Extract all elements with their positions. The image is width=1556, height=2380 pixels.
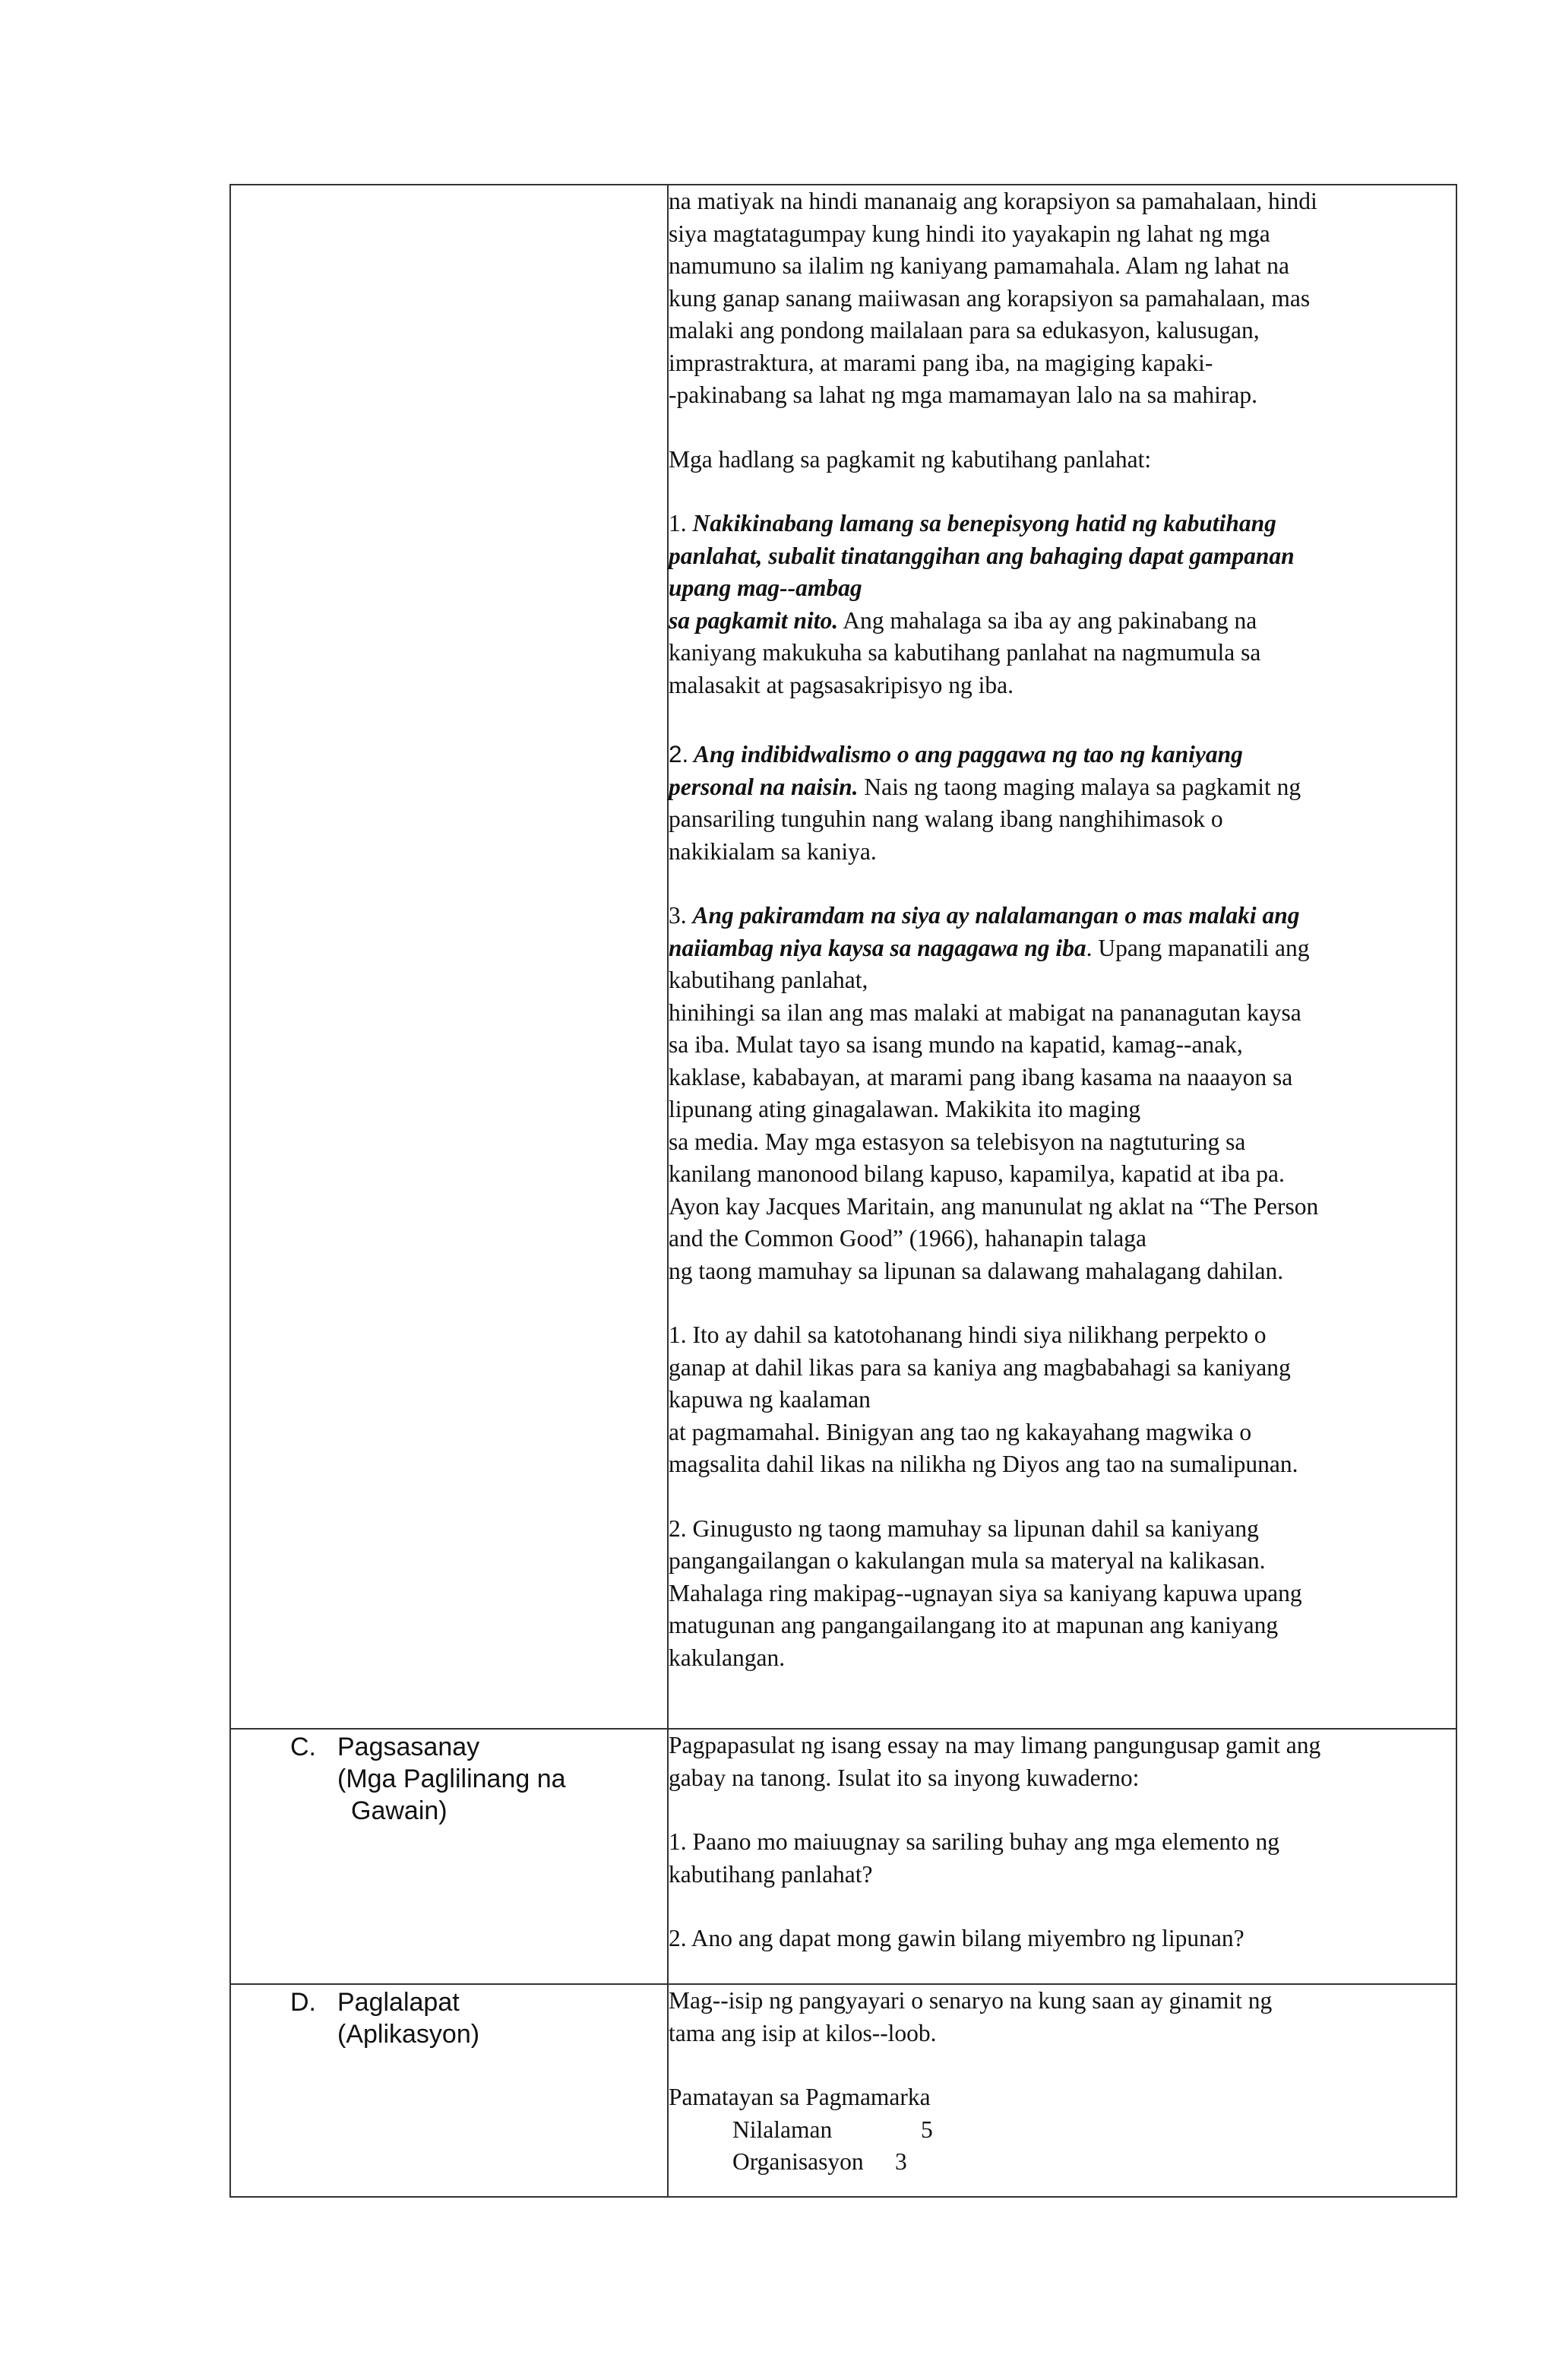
lesson-plan-table bbox=[229, 184, 1457, 2198]
text-line: at pagmamahal. Binigyan ang tao ng kakayahang magwika o bbox=[669, 1418, 1252, 1445]
bold-phrase: Ang indibidwalismo o ang paggawa ng tao ng kaniyang bbox=[688, 741, 1243, 767]
text-line: malasakit at pagsasakripisyo ng iba. bbox=[669, 671, 1014, 698]
reason-1 bbox=[669, 1319, 1456, 1481]
text-line: -pakinabang sa lahat ng mga mamamayan lalo na sa mahirap. bbox=[669, 381, 1257, 408]
reason-2 bbox=[669, 1513, 1456, 1675]
text-line: sa iba. Mulat tayo sa isang mundo na kapatid, kamag--anak, bbox=[669, 1031, 1243, 1058]
instruction-line: tama ang isip at kilos--loob. bbox=[669, 2019, 937, 2046]
item-number: 3. bbox=[669, 902, 693, 929]
text-line: ganap at dahil likas para sa kaniya ang magbabahagi sa kaniyang bbox=[669, 1353, 1291, 1381]
bold-phrase: personal na naisin. bbox=[669, 773, 859, 800]
text-line: sa media. May mga estasyon sa telebisyon na nagtuturing sa bbox=[669, 1128, 1246, 1155]
left-cell-empty bbox=[230, 185, 668, 1729]
section-c-label-cell bbox=[230, 1729, 668, 1984]
section-c-content-cell bbox=[668, 1729, 1456, 1984]
text-line: imprastraktura, at marami pang iba, na magiging kapaki- bbox=[669, 349, 1213, 376]
instruction-line: Pagpapasulat ng isang essay na may limang pangungusap gamit ang bbox=[669, 1732, 1321, 1758]
bold-phrase: upang mag--ambag bbox=[669, 574, 862, 601]
text-line: 1. Ito ay dahil sa katotohanang hindi siya nilikhang perpekto o bbox=[669, 1321, 1267, 1348]
section-subtitle: (Mga Paglilinang na bbox=[337, 1764, 566, 1793]
bold-phrase: panlahat, subalit tinatanggihan ang bahaging dapat gampanan bbox=[669, 542, 1295, 569]
section-title: Pagsasanay bbox=[337, 1733, 480, 1761]
text-line: hinihingi sa ilan ang mas malaki at mabigat na pananagutan kaysa bbox=[669, 999, 1301, 1026]
rubric-criterion: Organisasyon bbox=[732, 2148, 864, 2175]
obstacle-item-2 bbox=[669, 738, 1456, 868]
text-line: pangangailangan o kakulangan mula sa materyal na kalikasan. bbox=[669, 1547, 1266, 1574]
text-line: matugunan ang pangangailangang ito at mapunan ang kaniyang bbox=[669, 1612, 1279, 1638]
text-line: pansariling tunguhin nang walang ibang nanghihimasok o bbox=[669, 805, 1223, 832]
section-subtitle: Gawain) bbox=[351, 1796, 448, 1825]
text-line: ng taong mamuhay sa lipunan sa dalawang mahalagang dahilan. bbox=[669, 1257, 1284, 1284]
text-line: nakikialam sa kaniya. bbox=[669, 837, 877, 865]
table-row bbox=[230, 1984, 1456, 2197]
text-line: magsalita dahil likas na nilikha ng Diyos ang tao na sumalipunan. bbox=[669, 1451, 1298, 1477]
text-line: kaklase, kababayan, at marami pang ibang kasama na naaayon sa bbox=[669, 1063, 1293, 1090]
text-run: Ang mahalaga sa iba ay ang pakinabang na bbox=[838, 606, 1257, 634]
rubric-row bbox=[669, 2146, 1456, 2179]
obstacle-item-3 bbox=[669, 900, 1456, 1287]
question-2: 2. Ano ang dapat mong gawin bilang miyembro ng lipunan? bbox=[669, 1925, 1244, 1951]
text-line: and the Common Good” (1966), hahanapin talaga bbox=[669, 1225, 1146, 1252]
text-line: kapuwa ng kaalaman bbox=[669, 1386, 871, 1413]
item-number: 1. bbox=[669, 510, 693, 536]
text-line: kanilang manonood bilang kapuso, kapamilya, kapatid at iba pa. bbox=[669, 1160, 1285, 1187]
text-line: namumuno sa ilalim ng kaniyang pamamahala. Alam ng lahat na bbox=[669, 252, 1290, 279]
text-line: kaniyang makukuha sa kabutihang panlahat na nagmumula sa bbox=[669, 639, 1261, 666]
text-line: malaki ang pondong mailalaan para sa edukasyon, kalusugan, bbox=[669, 317, 1260, 343]
item-number: 2. bbox=[669, 740, 689, 767]
text-line: siya magtatagumpay kung hindi ito yayakapin ng lahat ng mga bbox=[669, 220, 1270, 247]
section-subtitle: (Aplikasyon) bbox=[337, 2020, 480, 2049]
rubric-points: 3 bbox=[895, 2148, 907, 2175]
bold-phrase: naiiambag niya kaysa sa nagagawa ng iba bbox=[669, 934, 1086, 961]
text-line: na matiyak na hindi mananaig ang korapsiyon sa pamahalaan, hindi bbox=[669, 188, 1317, 214]
obstacle-item-1 bbox=[669, 508, 1456, 701]
text-line: kung ganap sanang maiiwasan ang korapsiyon sa pamahalaan, mas bbox=[669, 284, 1311, 312]
text-line: kabutihang panlahat, bbox=[669, 967, 868, 993]
text-line: Mahalaga ring makipag--ugnayan siya sa kaniyang kapuwa upang bbox=[669, 1579, 1302, 1606]
rubric-criterion: Nilalaman bbox=[732, 2116, 833, 2143]
question-1: 1. Paano mo maiuugnay sa sariling buhay ang mga elemento ng bbox=[669, 1828, 1279, 1855]
text-line: lipunang ating ginagalawan. Makikita ito maging bbox=[669, 1096, 1141, 1122]
rubric-heading: Pamatayan sa Pagmamarka bbox=[669, 2084, 931, 2110]
section-letter: C. bbox=[290, 1733, 316, 1761]
instruction-line: Mag--isip ng pangyayari o senaryo na kung saan ay ginamit ng bbox=[669, 1987, 1273, 2014]
section-title: Paglalapat bbox=[337, 1988, 460, 2017]
section-d-content-cell bbox=[668, 1984, 1456, 2197]
section-d-label-cell bbox=[230, 1984, 668, 2197]
table-row bbox=[230, 185, 1456, 1729]
intro-paragraph bbox=[669, 185, 1456, 412]
table-row bbox=[230, 1729, 1456, 1984]
section-letter: D. bbox=[290, 1988, 316, 2017]
bold-phrase: Nakikinabang lamang sa benepisyong hatid ng kabutihang bbox=[692, 510, 1276, 536]
discussion-cell bbox=[668, 185, 1456, 1729]
hadlang-heading: Mga hadlang sa pagkamit ng kabutihang panlahat: bbox=[669, 445, 1152, 473]
text-line: 2. Ginugusto ng taong mamuhay sa lipunan dahil sa kaniyang bbox=[669, 1514, 1259, 1542]
text-line: kakulangan. bbox=[669, 1644, 786, 1671]
rubric-points: 5 bbox=[921, 2116, 933, 2143]
instruction-line: gabay na tanong. Isulat ito sa inyong kuwaderno: bbox=[669, 1764, 1140, 1791]
bold-phrase: Ang pakiramdam na siya ay nalalamangan o mas malaki ang bbox=[692, 902, 1300, 929]
bold-phrase: sa pagkamit nito. bbox=[669, 606, 839, 634]
text-line: Ayon kay Jacques Maritain, ang manunulat ng aklat na “The Person bbox=[669, 1192, 1319, 1220]
text-run: . Upang mapanatili ang bbox=[1086, 934, 1310, 961]
question-1: kabutihang panlahat? bbox=[669, 1860, 873, 1888]
text-run: Nais ng taong maging malaya sa pagkamit ng bbox=[858, 773, 1301, 800]
rubric-row bbox=[669, 2114, 1456, 2147]
